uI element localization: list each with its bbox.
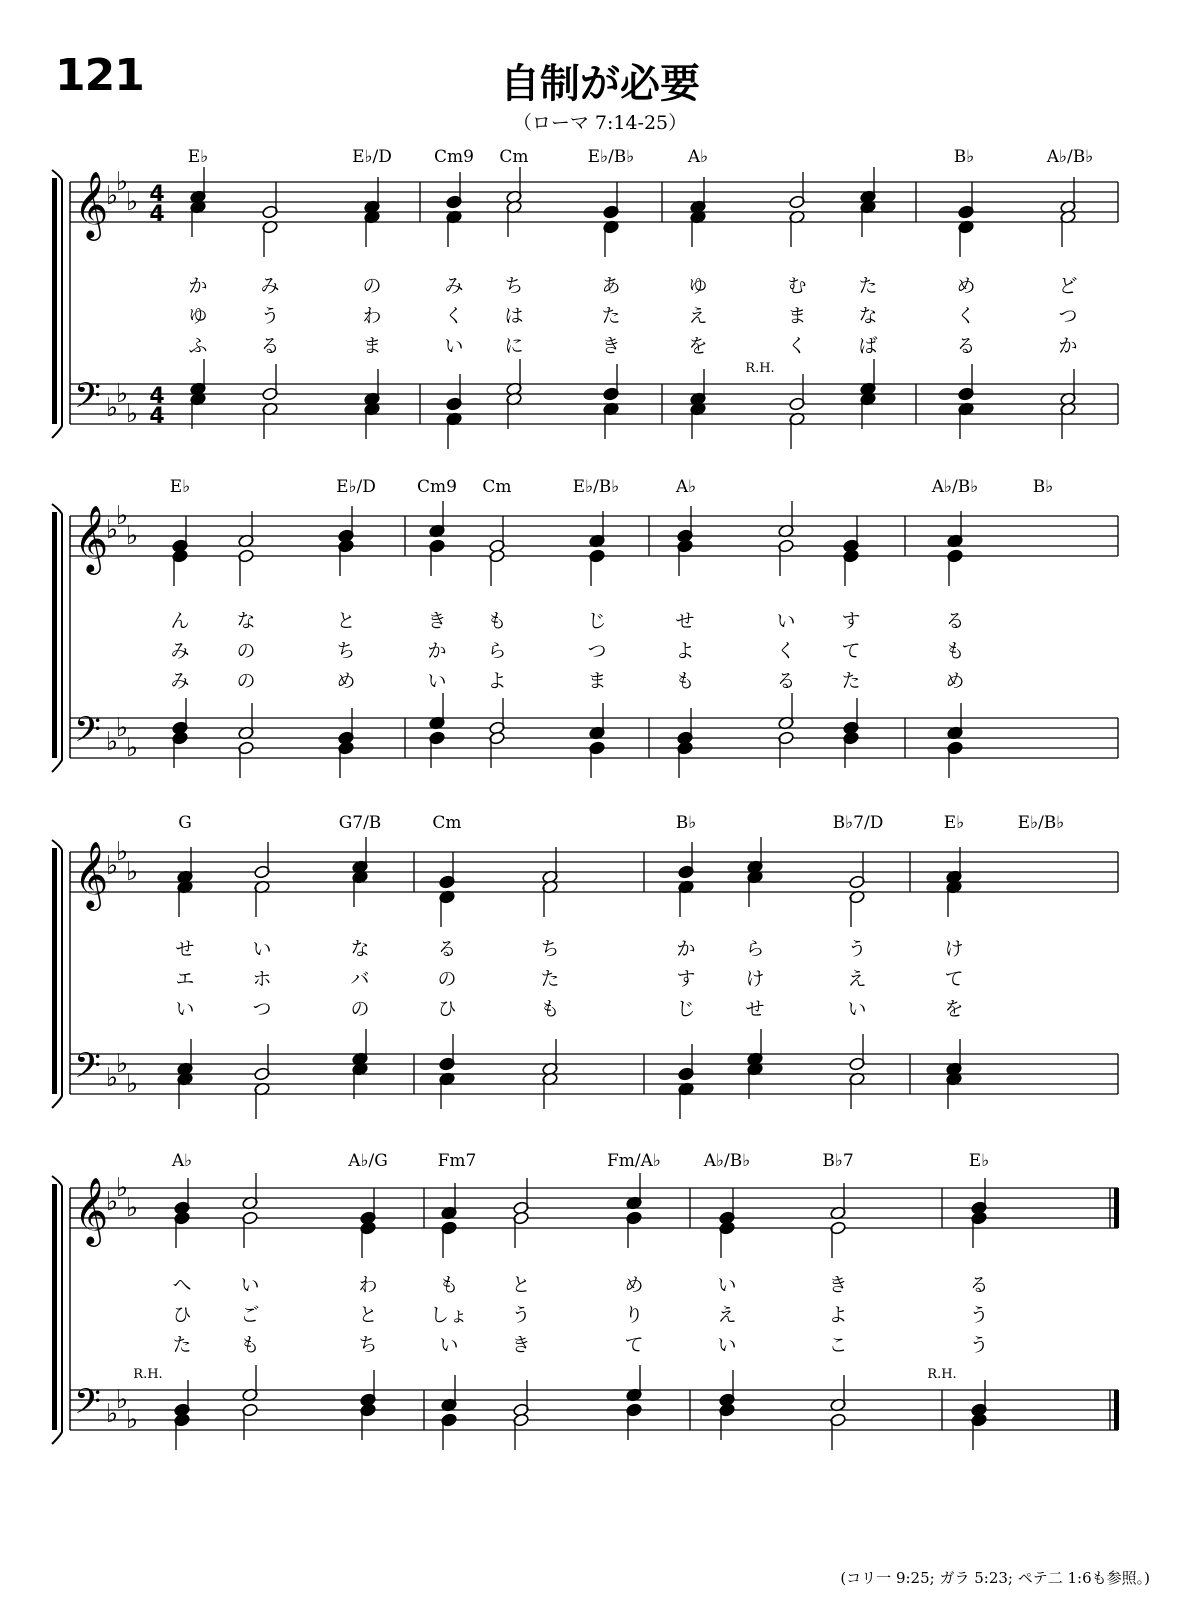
chord-symbol: B♭ [675,813,697,833]
lyric-syllable: は [504,305,524,327]
chord-symbol: Cm9 [434,147,474,167]
lyric-syllable: け [944,938,964,960]
lyric-syllable: も [540,998,560,1020]
key-flat-icon: ♭ [125,1193,139,1223]
lyric-syllable: す [676,968,696,990]
lyric-syllable: め [336,670,356,692]
lyric-syllable: う [969,1334,989,1356]
chord-symbol: G7/B [338,813,382,833]
chord-symbol: Cm [499,147,529,167]
treble-clef-icon: 𝄞 [74,504,109,572]
lyric-syllable: ち [540,938,560,960]
lyric-syllable: ま [787,305,807,327]
chord-symbol: E♭/B♭ [1017,813,1065,833]
lyric-syllable: しょ [429,1304,469,1326]
bass-clef-icon: 𝄢 [74,1045,102,1094]
lyric-syllable: み [170,640,190,662]
lyric-syllable: よ [487,670,507,692]
chord-symbol: G [178,813,192,833]
lyric-syllable: る [956,335,976,357]
lyric-syllable: く [776,640,796,662]
chord-symbol: E♭/B♭ [587,147,635,167]
chord-symbol: E♭/D [336,477,376,497]
lyric-syllable: せ [745,998,765,1020]
lyric-syllable: つ [252,998,272,1020]
chord-symbol: A♭/B♭ [703,1151,751,1171]
lyric-syllable: せ [175,938,195,960]
time-signature-denominator: 4 [149,202,165,227]
key-flat-icon: ♭ [125,733,139,763]
lyric-syllable: の [236,640,256,662]
key-flat-icon: ♭ [115,713,129,743]
lyric-syllable: た [841,670,861,692]
lyric-syllable: る [437,938,457,960]
lyric-syllable: せ [675,610,695,632]
lyric-syllable: か [188,275,208,297]
lyric-syllable: く [956,305,976,327]
chord-symbol: Cm [482,477,512,497]
chord-symbol: A♭/B♭ [1046,147,1094,167]
bass-clef-icon: 𝄢 [74,1381,102,1430]
lyric-syllable: へ [172,1274,192,1296]
lyric-syllable: ち [336,640,356,662]
bass-clef-icon: 𝄢 [74,375,102,424]
lyric-syllable: ち [504,275,524,297]
time-signature-denominator: 4 [149,404,165,429]
bass-clef-icon: 𝄢 [74,709,102,758]
final-barline-thick [1114,1188,1119,1228]
lyric-syllable: る [945,610,965,632]
scripture-reference: （ローマ 7:14-25） [512,112,688,134]
key-flat-icon: ♭ [125,857,139,887]
chord-symbol: Fm7 [437,1151,477,1171]
right-hand-marking: R.H. [927,1367,957,1382]
lyric-syllable: る [776,670,796,692]
chord-symbol: Fm/A♭ [607,1151,661,1171]
final-barline-thick [1114,1390,1119,1430]
lyric-syllable: か [1058,335,1078,357]
lyric-syllable: ふ [188,335,208,357]
lyric-syllable: つ [587,640,607,662]
time-signature-numerator: 4 [149,182,165,207]
lyric-syllable: い [717,1334,737,1356]
key-flat-icon: ♭ [105,393,119,423]
key-flat-icon: ♭ [115,501,129,531]
key-flat-icon: ♭ [125,521,139,551]
lyric-syllable: ま [587,670,607,692]
treble-clef-icon: 𝄞 [74,170,109,238]
key-flat-icon: ♭ [115,1173,129,1203]
lyric-syllable: と [336,610,356,632]
lyric-syllable: き [427,610,447,632]
lyric-syllable: め [956,275,976,297]
lyric-syllable: じ [676,998,696,1020]
chord-symbol: E♭/D [352,147,392,167]
footer-references: (コリ一 9:25; ガラ 5:23; ペテ二 1:6も参照。) [840,1569,1150,1587]
lyric-syllable: る [969,1274,989,1296]
lyric-syllable: と [511,1274,531,1296]
key-flat-icon: ♭ [105,851,119,881]
lyric-syllable: め [945,670,965,692]
lyric-syllable: よ [828,1304,848,1326]
lyric-syllable: き [828,1274,848,1296]
key-flat-icon: ♭ [105,1063,119,1093]
lyric-syllable: と [358,1304,378,1326]
lyric-syllable: ホ [252,968,272,990]
lyric-syllable: う [969,1304,989,1326]
lyric-syllable: ば [858,335,878,357]
lyric-syllable: あ [601,275,621,297]
chord-symbol: B♭7 [822,1151,854,1171]
lyric-syllable: バ [350,968,370,990]
lyric-syllable: も [487,610,507,632]
key-flat-icon: ♭ [115,167,129,197]
lyric-syllable: い [427,670,447,692]
lyric-syllable: エ [175,968,195,990]
chord-symbol: A♭ [675,477,697,497]
lyric-syllable: に [504,335,524,357]
hymn-title: 自制が必要 [500,61,700,107]
chord-symbol: B♭ [1032,477,1054,497]
lyric-syllable: い [240,1274,260,1296]
lyric-syllable: い [439,1334,459,1356]
key-flat-icon: ♭ [105,181,119,211]
chord-symbol: E♭/B♭ [572,477,620,497]
lyric-syllable: き [601,335,621,357]
lyric-syllable: の [236,670,256,692]
lyric-syllable: け [745,968,765,990]
lyric-syllable: ご [240,1304,260,1326]
right-hand-marking: R.H. [133,1367,163,1382]
lyric-syllable: う [511,1304,531,1326]
lyric-syllable: う [847,938,867,960]
lyric-syllable: わ [358,1274,378,1296]
lyric-syllable: め [624,1274,644,1296]
chord-symbol: A♭ [687,147,709,167]
lyric-syllable: た [172,1334,192,1356]
lyric-syllable: て [624,1334,644,1356]
key-flat-icon: ♭ [115,1049,129,1079]
lyric-syllable: な [236,610,256,632]
lyric-syllable: を [944,998,964,1020]
lyric-syllable: み [444,275,464,297]
lyric-syllable: ひ [437,998,457,1020]
chord-symbol: A♭/G [348,1151,388,1171]
lyric-syllable: む [787,275,807,297]
lyric-syllable: ゆ [188,305,208,327]
lyric-syllable: の [362,275,382,297]
lyric-syllable: た [858,275,878,297]
lyric-syllable: じ [587,610,607,632]
lyric-syllable: つ [1058,305,1078,327]
key-flat-icon: ♭ [105,727,119,757]
key-flat-icon: ♭ [125,1069,139,1099]
key-flat-icon: ♭ [125,187,139,217]
key-flat-icon: ♭ [115,1385,129,1415]
chord-symbol: E♭ [968,1151,990,1171]
lyric-syllable: て [841,640,861,662]
lyric-syllable: も [240,1334,260,1356]
lyric-syllable: な [350,938,370,960]
key-flat-icon: ♭ [125,1405,139,1435]
lyric-syllable: ゆ [688,275,708,297]
key-flat-icon: ♭ [125,399,139,429]
chord-symbol: E♭ [187,147,209,167]
lyric-syllable: こ [828,1334,848,1356]
lyric-syllable: み [260,275,280,297]
lyric-syllable: り [624,1304,644,1326]
lyric-syllable: わ [362,305,382,327]
lyric-syllable: た [540,968,560,990]
chord-symbol: A♭ [171,1151,193,1171]
lyric-syllable: ど [1058,275,1078,297]
key-flat-icon: ♭ [115,379,129,409]
system-bracket-bar [52,178,57,424]
lyric-syllable: の [437,968,457,990]
chord-symbol: E♭ [943,813,965,833]
chord-symbol: Cm9 [417,477,457,497]
system-bracket-bar [52,1184,57,1430]
lyric-syllable: え [717,1304,737,1326]
lyric-syllable: ん [170,610,190,632]
lyric-syllable: く [787,335,807,357]
lyric-syllable: か [676,938,696,960]
lyric-syllable: い [252,938,272,960]
key-flat-icon: ♭ [105,1187,119,1217]
hymn-number: 121 [55,50,144,101]
lyric-syllable: う [260,305,280,327]
key-flat-icon: ♭ [105,1399,119,1429]
treble-clef-icon: 𝄞 [74,840,109,908]
lyric-syllable: ち [358,1334,378,1356]
lyric-syllable: い [717,1274,737,1296]
lyric-syllable: ひ [172,1304,192,1326]
chord-symbol: B♭ [953,147,975,167]
chord-symbol: Cm [432,813,462,833]
lyric-syllable: て [944,968,964,990]
lyric-syllable: も [675,670,695,692]
right-hand-marking: R.H. [745,361,775,376]
key-flat-icon: ♭ [105,515,119,545]
system-bracket-bar [52,512,57,758]
lyric-syllable: ま [362,335,382,357]
lyric-syllable: い [444,335,464,357]
chord-symbol: B♭7/D [832,813,884,833]
lyric-syllable: く [444,305,464,327]
lyric-syllable: た [601,305,621,327]
lyric-syllable: を [688,335,708,357]
lyric-syllable: の [350,998,370,1020]
lyric-syllable: え [688,305,708,327]
lyric-syllable: も [945,640,965,662]
lyric-syllable: き [511,1334,531,1356]
lyric-syllable: い [847,998,867,1020]
lyric-syllable: ら [487,640,507,662]
lyric-syllable: い [175,998,195,1020]
lyric-syllable: る [260,335,280,357]
lyric-syllable: い [776,610,796,632]
lyric-syllable: み [170,670,190,692]
lyric-syllable: な [858,305,878,327]
lyric-syllable: ら [745,938,765,960]
lyric-syllable: え [847,968,867,990]
chord-symbol: E♭ [169,477,191,497]
time-signature-numerator: 4 [149,384,165,409]
lyric-syllable: よ [675,640,695,662]
lyric-syllable: か [427,640,447,662]
system-bracket-bar [52,848,57,1094]
key-flat-icon: ♭ [115,837,129,867]
lyric-syllable: す [841,610,861,632]
lyric-syllable: も [439,1274,459,1296]
chord-symbol: A♭/B♭ [931,477,979,497]
treble-clef-icon: 𝄞 [74,1176,109,1244]
